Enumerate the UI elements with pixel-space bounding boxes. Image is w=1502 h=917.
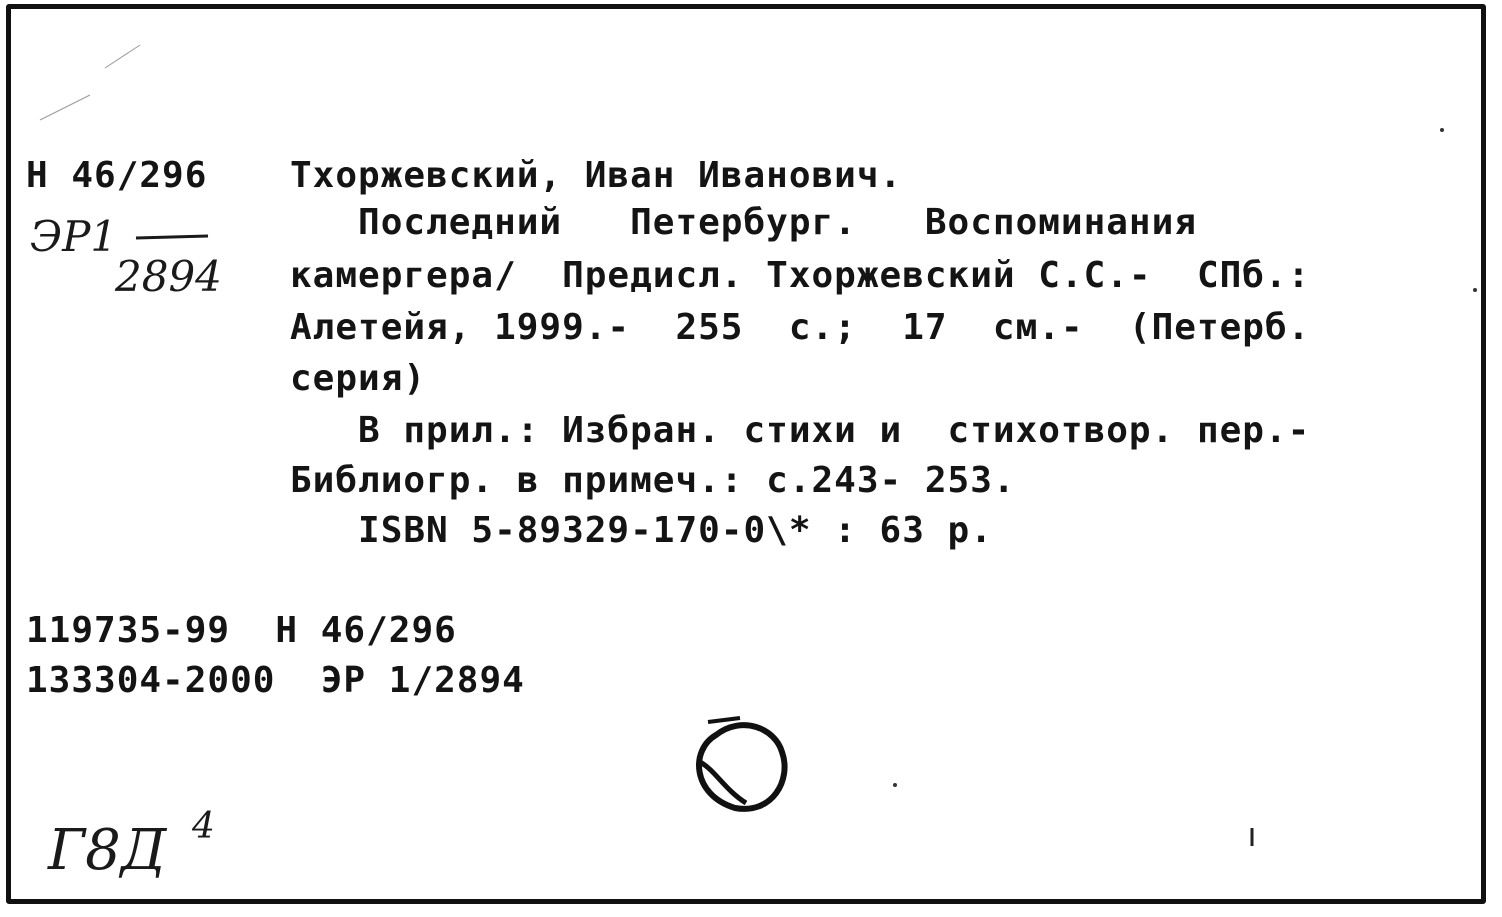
catalog-card xyxy=(6,4,1486,904)
description-line: Алетейя, 1999.- 255 с.; 17 см.- (Петерб. xyxy=(290,307,1311,348)
description-line: камергера/ Предисл. Тхоржевский С.С.- СПб.: xyxy=(290,255,1311,296)
description-line: серия) xyxy=(290,358,427,399)
description-line: Последний Петербург. Воспоминания xyxy=(290,202,1197,243)
shelfmark: Н 46/296 xyxy=(26,155,208,196)
description-line: В прил.: Избран. стихи и стихотвор. пер.- xyxy=(290,410,1311,451)
handwritten-shelfmark-prefix: ЭР1 xyxy=(30,212,118,261)
isbn-line: ISBN 5-89329-170-0\* : 63 р. xyxy=(290,510,993,551)
description-line: Библиогр. в примеч.: с.243- 253. xyxy=(290,460,1016,501)
handwritten-location-note: Г8Д xyxy=(48,818,167,883)
author-heading: Тхоржевский, Иван Иванович. xyxy=(290,155,903,196)
accession-line: 119735-99 Н 46/296 xyxy=(26,610,457,651)
accession-line: 133304-2000 ЭР 1/2894 xyxy=(26,660,525,701)
handwritten-shelfmark-number: 2894 xyxy=(115,252,222,301)
handwritten-location-superscript: 4 xyxy=(192,806,215,847)
